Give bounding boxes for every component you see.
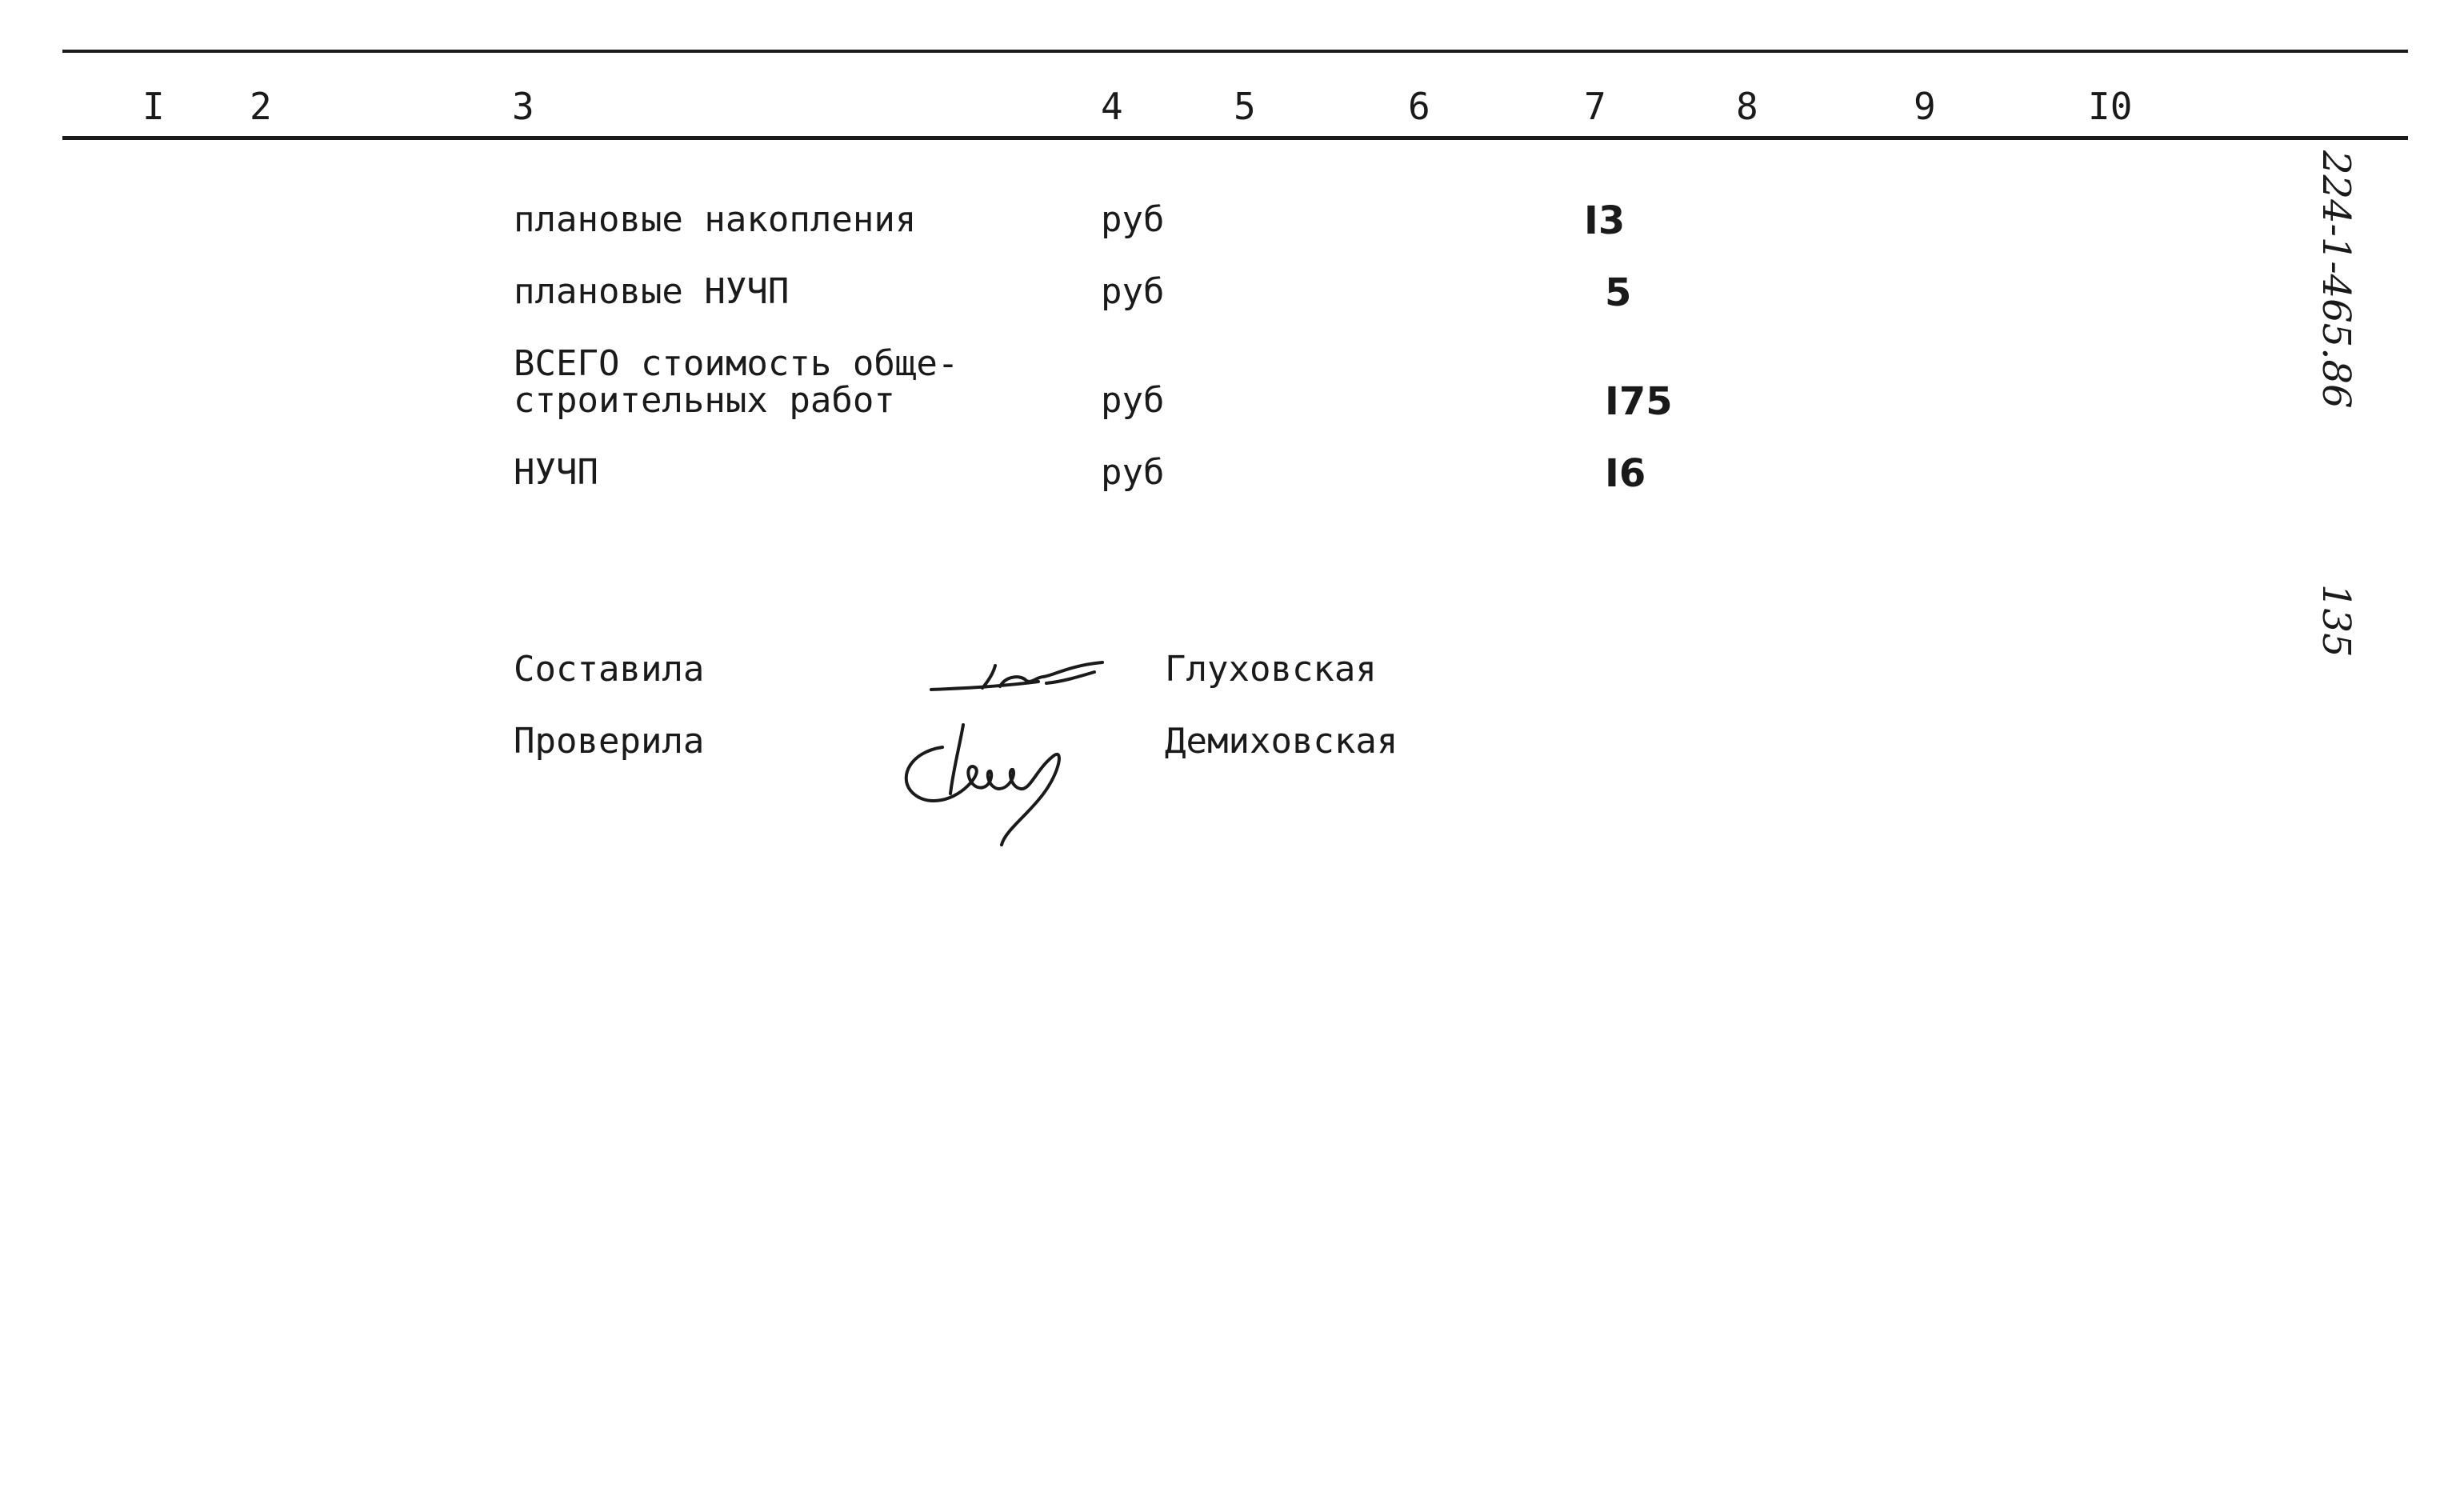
checked-by-name: Демиховская bbox=[1165, 721, 1398, 762]
column-header-3: 3 bbox=[512, 85, 534, 128]
header-top-rule bbox=[62, 50, 2408, 53]
row-label-total-line-2: строительных работ bbox=[514, 380, 895, 421]
row-label-planned-nuchp: плановые НУЧП bbox=[514, 271, 790, 312]
column-header-4: 4 bbox=[1101, 85, 1123, 128]
column-header-2: 2 bbox=[250, 85, 272, 128]
header-bottom-rule bbox=[62, 136, 2408, 140]
row-unit: руб bbox=[1101, 199, 1165, 240]
row-label-planned-savings: плановые накопления bbox=[514, 199, 917, 240]
row-value: I3 bbox=[1584, 198, 1626, 243]
compiled-by-name: Глуховская bbox=[1165, 649, 1377, 690]
row-value: I6 bbox=[1605, 451, 1646, 496]
page-number-annotation: 135 bbox=[2314, 584, 2358, 658]
column-header-1: I bbox=[142, 85, 165, 128]
row-value: I75 bbox=[1605, 379, 1673, 424]
column-header-5: 5 bbox=[1234, 85, 1256, 128]
column-header-8: 8 bbox=[1736, 85, 1758, 128]
row-label-nuchp: НУЧП bbox=[514, 452, 598, 493]
signature-checked bbox=[894, 720, 1078, 848]
document-code-annotation: 224-1-465.86 bbox=[2314, 150, 2358, 409]
signature-compiled bbox=[926, 648, 1110, 712]
column-header-6: 6 bbox=[1408, 85, 1430, 128]
row-value: 5 bbox=[1605, 270, 1632, 315]
row-label-total-line-1: ВСЕГО стоимость обще- bbox=[514, 343, 959, 384]
checked-by-label: Проверила bbox=[514, 721, 705, 762]
compiled-by-label: Составила bbox=[514, 649, 705, 690]
column-header-7: 7 bbox=[1584, 85, 1606, 128]
column-header-9: 9 bbox=[1914, 85, 1936, 128]
row-unit: руб bbox=[1101, 271, 1165, 312]
row-unit: руб bbox=[1101, 380, 1165, 421]
column-header-10: I0 bbox=[2088, 85, 2133, 128]
row-unit: руб bbox=[1101, 452, 1165, 493]
